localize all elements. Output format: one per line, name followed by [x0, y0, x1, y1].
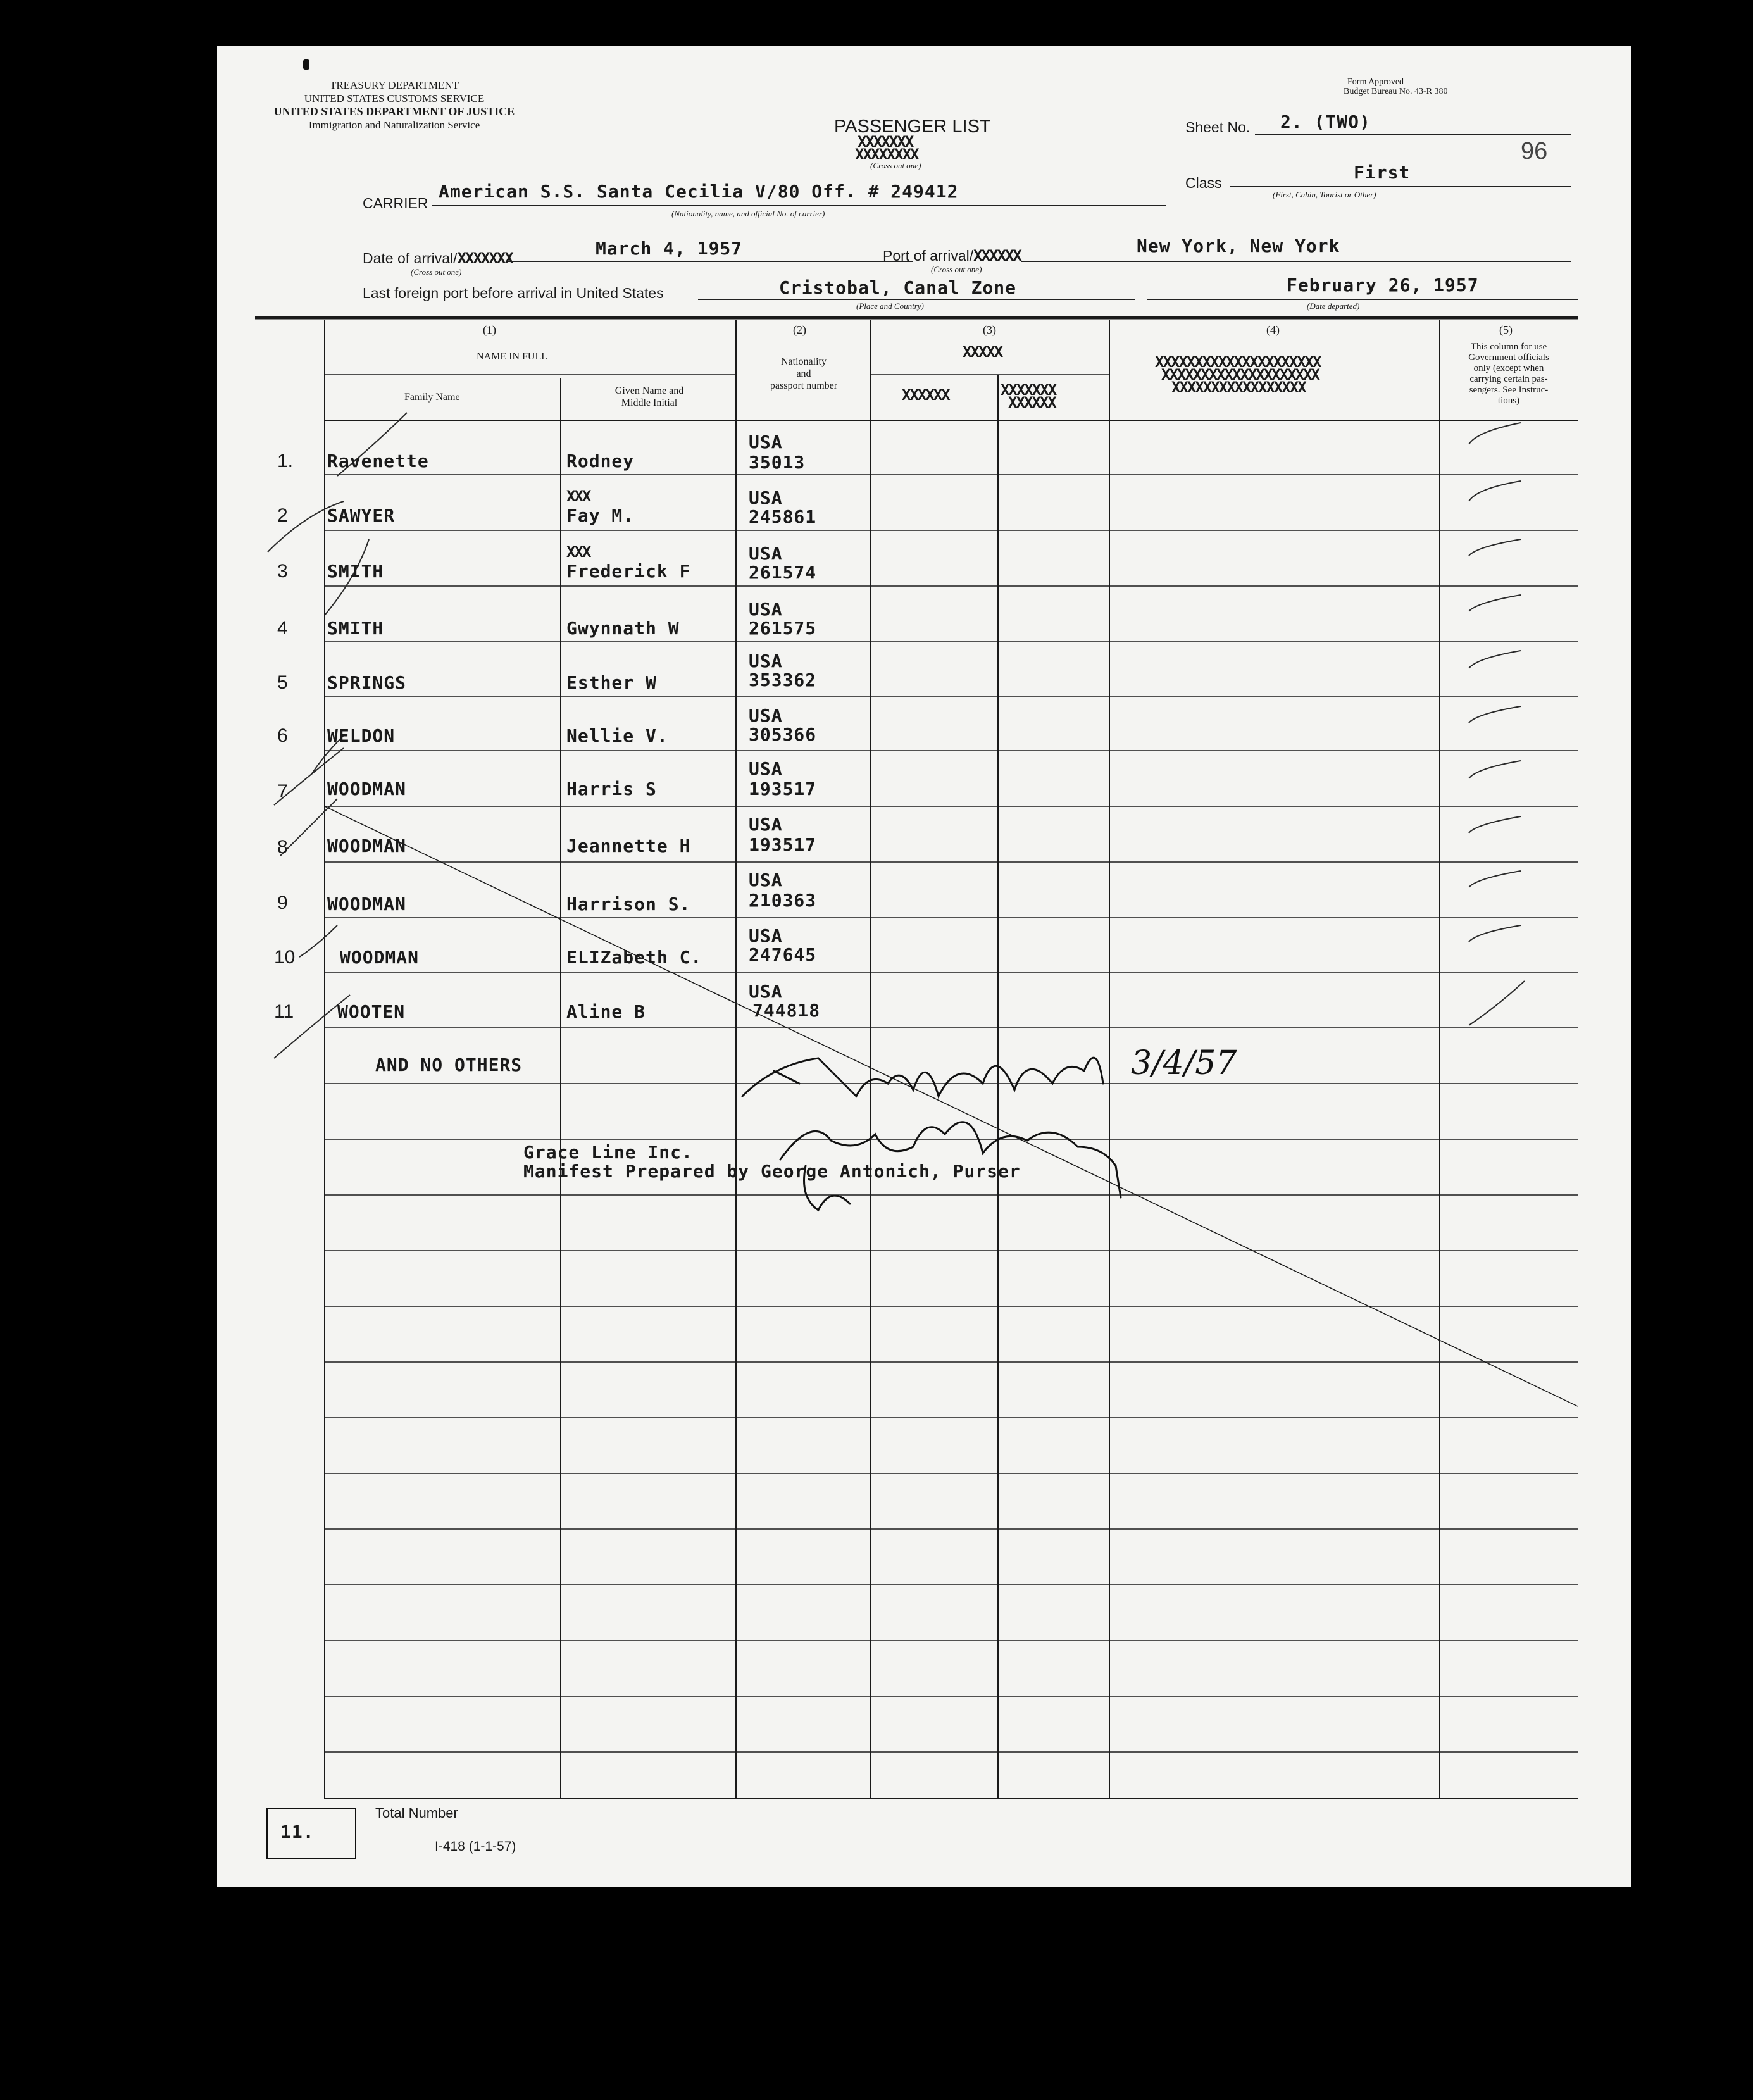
given-name-struck: XXX	[566, 487, 590, 505]
row-number: 11	[274, 1001, 294, 1022]
footer-line-1: Grace Line Inc.	[523, 1142, 693, 1163]
col4-struck-1: XXXXXXXXXXXXXXXXXXXXX	[1155, 353, 1321, 371]
family-name: SAWYER	[327, 505, 396, 526]
nationality: USA	[749, 543, 783, 564]
class-note: (First, Cabin, Tourist or Other)	[1273, 190, 1376, 199]
family-name: WOODMAN	[327, 778, 407, 799]
total-box	[266, 1808, 356, 1859]
col1b-line-2: Middle Initial	[621, 397, 678, 408]
family-name: WOODMAN	[327, 835, 407, 856]
col3b-struck-2: XXXXXX	[1008, 394, 1056, 411]
col3-num: (3)	[983, 323, 996, 336]
nationality: USA	[749, 870, 783, 891]
given-name: Nellie V.	[566, 725, 668, 746]
nationality: USA	[749, 981, 783, 1002]
sheet-label: Sheet No.	[1185, 119, 1251, 135]
agency-line-4: Immigration and Naturalization Service	[308, 119, 480, 131]
passport-number: 305366	[749, 724, 817, 745]
family-name: WOODMAN	[327, 894, 407, 915]
col4-num: (4)	[1266, 323, 1280, 336]
agency-line-1: TREASURY DEPARTMENT	[329, 79, 459, 91]
family-name: SPRINGS	[327, 672, 407, 693]
col5-line-1: This column for use	[1470, 342, 1547, 352]
given-name: Harris S	[566, 778, 657, 799]
page-number: 96	[1521, 138, 1548, 165]
col4-struck-3: XXXXXXXXXXXXXXXXX	[1171, 378, 1306, 396]
nationality: USA	[749, 651, 783, 672]
carrier-note: (Nationality, name, and official No. of carrier)	[671, 209, 825, 218]
page-title: PASSENGER LIST	[834, 116, 991, 137]
nationality: USA	[749, 487, 783, 508]
total-label: Total Number	[375, 1805, 458, 1821]
arrival-port-label-text: Port of arrival/	[883, 247, 974, 264]
passport-number: 210363	[749, 890, 817, 911]
family-name: WOOTEN	[337, 1001, 406, 1022]
form-approved-line-1: Form Approved	[1347, 77, 1404, 87]
row-number: 8	[277, 837, 288, 858]
row-number: 7	[277, 781, 288, 802]
title-struck-2: XXXXXXXX	[855, 146, 918, 163]
passport-number: 261574	[749, 562, 817, 583]
handwritten-date: 3/4/57	[1131, 1044, 1237, 1082]
family-name: WELDON	[327, 725, 396, 746]
agency-line-3: UNITED STATES DEPARTMENT OF JUSTICE	[273, 105, 515, 118]
family-name: SMITH	[327, 618, 384, 639]
col3b-struck-1: XXXXXXX	[1001, 381, 1056, 399]
nationality: USA	[749, 599, 783, 620]
given-name: Frederick F	[566, 561, 691, 582]
family-name: SMITH	[327, 561, 384, 582]
nationality: USA	[749, 814, 783, 835]
row-number: 3	[277, 561, 288, 582]
passport-number: 353362	[749, 670, 817, 691]
total-value: 11.	[280, 1822, 315, 1842]
col3a-struck: XXXXXX	[902, 386, 949, 404]
nationality: USA	[749, 925, 783, 946]
col5-line-4: carrying certain pas-	[1469, 374, 1548, 384]
row-number: 6	[277, 725, 288, 746]
sheet-value: 2. (TWO)	[1280, 111, 1371, 132]
arrival-port-note: (Cross out one)	[931, 265, 982, 274]
last-port-date-value: February 26, 1957	[1287, 275, 1479, 296]
given-name: Harrison S.	[566, 894, 691, 915]
passport-number: 245861	[749, 506, 817, 527]
passport-number: 744818	[752, 1000, 821, 1021]
last-port-label: Last foreign port before arrival in United States	[363, 285, 664, 301]
arrival-date-label-text: Date of arrival/	[363, 250, 458, 266]
row-number: 1.	[277, 451, 294, 472]
col2-line-3: passport number	[770, 380, 838, 391]
row-number: 2	[277, 505, 288, 526]
arrival-port-struck: XXXXXX	[973, 247, 1021, 265]
col1a-header: Family Name	[404, 392, 460, 403]
row-number: 4	[277, 618, 288, 639]
col2-line-1: Nationality	[781, 356, 827, 367]
title-note: (Cross out one)	[870, 161, 921, 170]
col5-line-5: sengers. See Instruc-	[1469, 385, 1549, 395]
passport-number: 193517	[749, 834, 817, 855]
row-number: 10	[274, 947, 296, 968]
class-value: First	[1354, 162, 1411, 183]
family-name: WOODMAN	[340, 947, 420, 968]
nationality: USA	[749, 432, 783, 453]
given-name: Jeannette H	[566, 835, 691, 856]
given-name: Rodney	[566, 451, 635, 472]
given-name: Gwynnath W	[566, 618, 680, 639]
col1-num: (1)	[483, 323, 496, 336]
and-no-others: AND NO OTHERS	[375, 1054, 523, 1075]
manifest-page	[217, 46, 1631, 1887]
arrival-date-struck: XXXXXXX	[457, 249, 513, 267]
form-approved-line-2: Budget Bureau No. 43-R 380	[1344, 87, 1448, 96]
given-name: Aline B	[566, 1001, 646, 1022]
passport-number: 247645	[749, 944, 817, 965]
footer-line-2: Manifest Prepared by George Antonich, Purser	[523, 1161, 1021, 1182]
given-name: Fay M.	[566, 505, 635, 526]
col4-struck-2: XXXXXXXXXXXXXXXXXXXX	[1161, 366, 1319, 384]
col5-line-6: tions)	[1497, 396, 1520, 406]
col1-title: NAME IN FULL	[477, 351, 547, 362]
passport-number: 35013	[749, 452, 806, 473]
nationality: USA	[749, 705, 783, 726]
class-label: Class	[1185, 175, 1222, 191]
col5-line-2: Government officials	[1468, 353, 1549, 363]
col5-line-3: only (except when	[1473, 363, 1544, 373]
agency-line-2: UNITED STATES CUSTOMS SERVICE	[304, 92, 485, 104]
col1b-line-1: Given Name and	[614, 385, 684, 396]
arrival-date-value: March 4, 1957	[596, 238, 743, 259]
given-name-struck: XXX	[566, 543, 590, 561]
last-port-date-note: (Date departed)	[1307, 301, 1360, 311]
family-name: Ravenette	[327, 451, 429, 472]
given-name: Esther W	[566, 672, 657, 693]
col2-line-2: and	[796, 368, 811, 379]
col5-num: (5)	[1499, 323, 1513, 336]
passport-number: 193517	[749, 778, 817, 799]
row-number: 5	[277, 672, 288, 693]
last-port-note: (Place and Country)	[856, 301, 924, 311]
arrival-port-value: New York, New York	[1137, 235, 1340, 256]
handwritten-signatures	[217, 46, 1631, 1887]
carrier-label: CARRIER	[363, 195, 428, 211]
col3-struck: XXXXX	[963, 343, 1002, 361]
nationality: USA	[749, 758, 783, 779]
passport-number: 261575	[749, 618, 817, 639]
last-port-value: Cristobal, Canal Zone	[779, 277, 1017, 298]
carrier-value: American S.S. Santa Cecilia V/80 Off. # 249412	[439, 181, 959, 202]
title-struck-1: XXXXXXX	[858, 133, 913, 151]
row-number: 9	[277, 892, 288, 913]
col2-num: (2)	[793, 323, 806, 336]
arrival-date-note: (Cross out one)	[411, 267, 462, 277]
given-name: ELIZabeth C.	[566, 947, 702, 968]
form-id: I-418 (1-1-57)	[435, 1839, 516, 1854]
